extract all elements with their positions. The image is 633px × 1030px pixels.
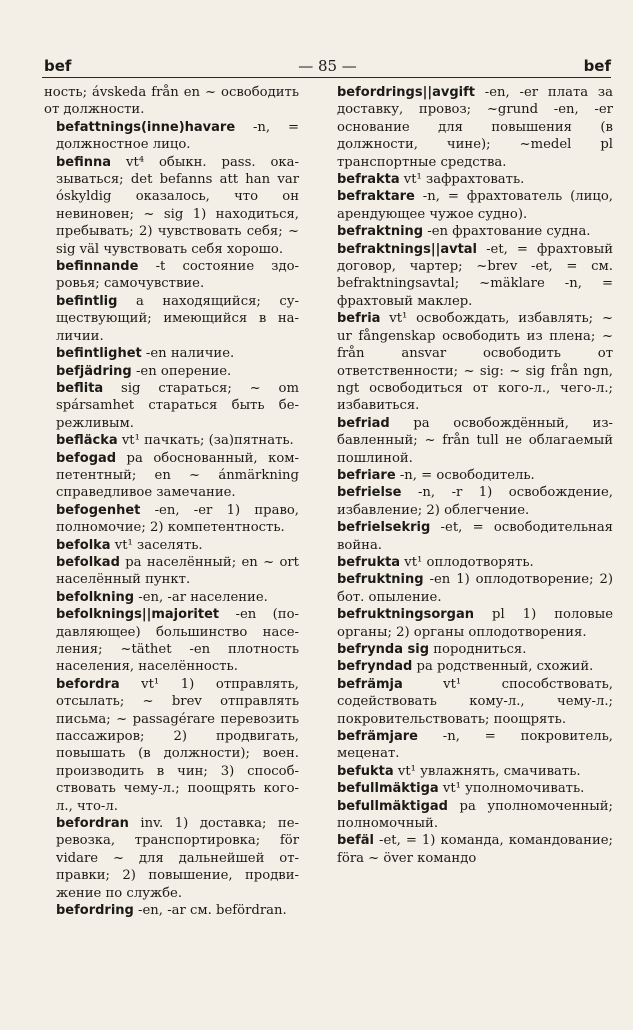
dictionary-entry	[44, 537, 299, 554]
running-head-left: bef	[44, 57, 72, 75]
entry-headword: befintlig	[56, 293, 118, 309]
entry-definition: -et, = 1) команда, командование; föra ~ över командо	[337, 833, 613, 866]
left-column	[44, 84, 299, 920]
dictionary-entry	[44, 589, 299, 606]
page-header	[44, 53, 611, 75]
dictionary-entry	[44, 676, 299, 815]
entry-headword: befattnings(inne)havare	[56, 119, 236, 135]
entry-headword: befruktning	[337, 572, 424, 588]
page-number: — 85 —	[298, 57, 357, 75]
entry-definition: vt¹ 1) отправлять, отсылать; ~ brev отправлять письма; ~ passagérare перевозить пассажиров; 2) продвигать, повышать (в должности); воен. производить в чин; 3) способствовать чему-л.; поощрять кого-л., что-л.	[56, 676, 299, 814]
entry-headword: befolka	[56, 537, 111, 553]
dictionary-entry	[325, 798, 613, 833]
entry-headword: befrielse	[337, 485, 402, 501]
header-rule	[42, 77, 611, 78]
entry-definition: ность; ávskeda från en ~ освободить от должности.	[44, 85, 299, 118]
entry-headword: befinnande	[56, 259, 139, 275]
entry-headword: befordra	[56, 676, 120, 692]
dictionary-entry	[325, 310, 613, 414]
dictionary-entry	[44, 154, 299, 258]
entry-headword: beflita	[56, 380, 104, 396]
dictionary-entry	[44, 902, 299, 919]
entry-headword: befäl	[337, 833, 375, 849]
dictionary-entry	[325, 415, 613, 467]
entry-definition: -n, = фрахтователь (лицо, арендующее чужое судно).	[337, 189, 613, 222]
running-head-right: bef	[583, 57, 611, 75]
dictionary-entry	[44, 815, 299, 902]
entry-definition: vt¹ увлажнять, смачивать.	[393, 763, 581, 779]
entry-definition: pa освобождённый, избавленный; ~ från tull не облагаемый пошлиной.	[337, 415, 613, 466]
entry-headword: befrakta	[337, 172, 400, 188]
dictionary-entry	[325, 676, 613, 728]
dictionary-entry	[325, 223, 613, 240]
entry-headword: befolknings||majoritet	[56, 607, 220, 623]
dictionary-entry	[325, 780, 613, 797]
dictionary-entry	[44, 502, 299, 537]
entry-headword: befintlighet	[56, 346, 142, 362]
entry-definition: -n, -r 1) освобождение, избавление; 2) облегчение.	[337, 485, 613, 518]
dictionary-entry	[325, 171, 613, 188]
entry-headword: befullmäktiga	[337, 781, 439, 797]
entry-definition: vt¹ освобождать, избавлять; ~ ur fångenskap освободить из плена; ~ från ansvar освободить от ответственности; ~ sig: ~ sig från ngn, ngt освободиться от кого-л., чего-л.; избавиться.	[337, 311, 613, 414]
entry-headword: befruktningsorgan	[337, 607, 474, 623]
dictionary-entry	[44, 554, 299, 589]
entry-headword: befjädring	[56, 363, 132, 379]
entry-headword: befordran	[56, 816, 129, 832]
entry-definition: -t состояние здоровья; самочувствие.	[56, 259, 299, 292]
entry-definition: pa обоснованный, компетентный; en ~ ánmärkning справедливое замечание.	[56, 450, 299, 501]
entry-headword: befrämja	[337, 676, 403, 692]
entry-definition: pl 1) половые органы; 2) органы оплодотворения.	[337, 607, 613, 640]
entry-definition: -en, -er плата за доставку, провоз; ~grund -en, -er основание для повышения (в должности, чине); ~medel pl транспортные средства.	[337, 85, 613, 170]
entry-definition: vt¹ способствовать, содействовать кому-л., чему-л.; покровительствовать; поощрять.	[337, 676, 613, 727]
entry-definition: -en наличие.	[141, 346, 235, 362]
dictionary-entry	[325, 241, 613, 311]
entry-definition: sig стараться; ~ om spársamhet стараться быть бережливым.	[56, 380, 299, 431]
entry-headword: befraktnings||avtal	[337, 241, 478, 257]
entry-headword: befriad	[337, 415, 390, 431]
entry-headword: befrämjare	[337, 729, 418, 745]
entry-headword: befogenhet	[56, 502, 141, 518]
entry-definition: -en, -ar население.	[134, 589, 268, 605]
entry-headword: befraktare	[337, 189, 415, 205]
entry-definition: -en 1) оплодотворение; 2) бот. опыление.	[337, 572, 613, 605]
entry-definition: -n, = освободитель.	[395, 467, 535, 483]
entry-headword: befrynda sig	[337, 642, 430, 657]
dictionary-entry	[44, 84, 299, 119]
entry-headword: befordrings||avgift	[337, 85, 475, 100]
entry-headword: befogad	[56, 450, 117, 466]
entry-headword: befrielsekrig	[337, 520, 431, 536]
dictionary-entry	[325, 763, 613, 780]
dictionary-entry	[325, 832, 613, 867]
entry-definition: vt¹ уполномочивать.	[438, 781, 585, 797]
entry-headword: befukta	[337, 763, 394, 779]
entry-definition: -en (подавляющее) большинство населения; ~täthet -en плотность населения, населённость.	[56, 607, 299, 675]
dictionary-entry	[44, 363, 299, 380]
entry-headword: befryndad	[337, 659, 413, 675]
entry-definition: -en, -ar см. befördran.	[133, 903, 287, 919]
dictionary-entry	[44, 258, 299, 293]
dictionary-entry	[325, 571, 613, 606]
entry-definition: pa населённый; en ~ ort населённый пункт.	[56, 554, 299, 588]
entry-headword: befordring	[56, 903, 134, 919]
entry-headword: befraktning	[337, 224, 424, 240]
entry-definition: pa родственный, схожий.	[412, 659, 594, 675]
dictionary-entry	[325, 84, 613, 171]
entry-headword: befria	[337, 311, 381, 327]
dictionary-entry	[325, 554, 613, 571]
entry-definition: vt¹ зафрахтовать.	[399, 172, 525, 188]
dictionary-entry	[325, 519, 613, 554]
entry-definition: -n, = должностное лицо.	[56, 119, 299, 153]
entry-definition: -n, = покровитель, меценат.	[337, 729, 613, 762]
entry-headword: befullmäktigad	[337, 798, 448, 814]
dictionary-entry	[44, 432, 299, 449]
dictionary-entry	[44, 345, 299, 362]
entry-definition: a находящийся; существующий; имеющийся в наличии.	[56, 293, 299, 344]
entry-definition: vt¹ заселять.	[110, 537, 203, 553]
entry-definition: vt¹ оплодотворять.	[400, 554, 534, 570]
entry-headword: befläcka	[56, 433, 118, 449]
entry-headword: befinna	[56, 154, 112, 170]
entry-definition: inv. 1) доставка; перевозка, транспортировка; för vidare ~ для дальнейшей отправки; 2) повышение, продвижение по службе.	[56, 816, 299, 901]
entry-headword: befriare	[337, 467, 396, 483]
entry-definition: pa уполномоченный; полномочный.	[337, 798, 613, 832]
dictionary-entry	[325, 641, 613, 658]
entry-definition: -en оперение.	[131, 363, 232, 379]
dictionary-entry	[325, 484, 613, 519]
dictionary-entry	[44, 293, 299, 345]
dictionary-entry	[44, 119, 299, 154]
entry-definition: vt⁴ обыкн. pass. оказываться; det befanns att han var óskyldig оказалось, что он невиновен; ~ sig 1) находиться, пребывать; 2) чувствовать себя; ~ sig väl чувствовать себя хорошо.	[56, 154, 299, 257]
dictionary-entry	[44, 450, 299, 502]
entry-definition: -et, = фрахтовый договор, чартер; ~brev -et, = см. befraktningsavtal; ~mäklare -n, = фрахтовый маклер.	[337, 241, 613, 309]
entry-definition: vt¹ пачкать; (за)пятнать.	[117, 433, 294, 449]
entry-definition: -et, = освободительная война.	[337, 520, 613, 553]
dictionary-entry	[325, 728, 613, 763]
dictionary-entry	[325, 658, 613, 675]
entry-definition: -en фрахтование судна.	[423, 224, 591, 240]
entry-headword: befolkad	[56, 554, 120, 570]
entry-headword: befrukta	[337, 554, 401, 570]
dictionary-entry	[325, 188, 613, 223]
entry-definition: -en, -er 1) право, полномочие; 2) компетентность.	[56, 502, 299, 536]
entry-definition: породниться.	[429, 642, 527, 657]
dictionary-entry	[325, 467, 613, 484]
dictionary-entry	[44, 606, 299, 676]
dictionary-entry	[325, 606, 613, 641]
entry-headword: befolkning	[56, 589, 135, 605]
right-column	[325, 84, 613, 867]
dictionary-entry	[44, 380, 299, 432]
